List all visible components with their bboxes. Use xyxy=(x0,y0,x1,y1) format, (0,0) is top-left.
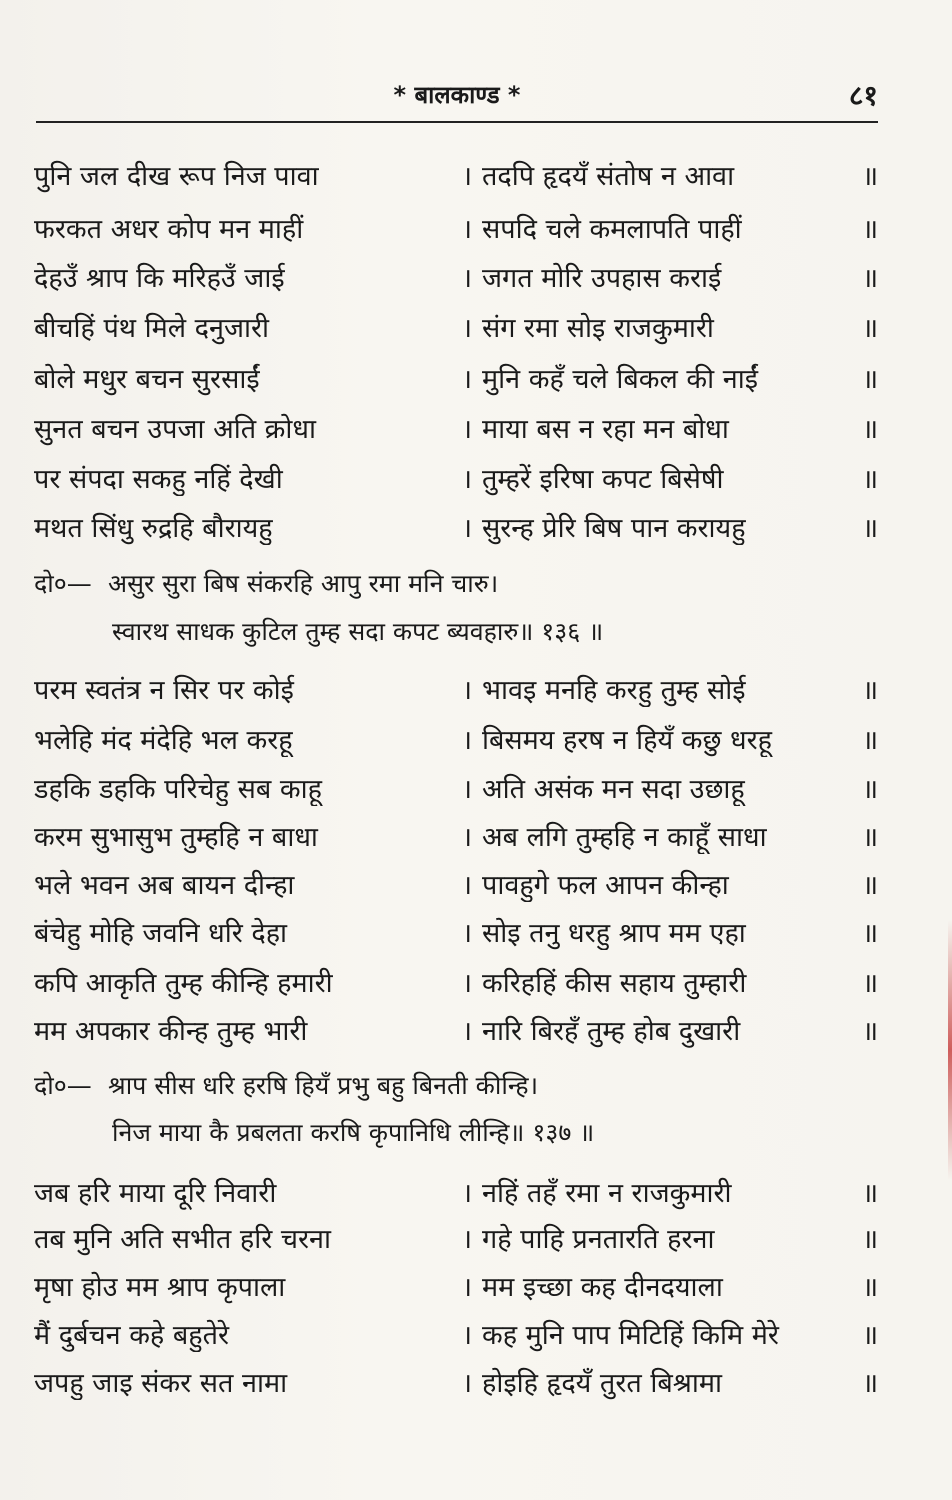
verse-second-half: पावहुगे फल आपन कीन्हा xyxy=(482,869,729,901)
double-danda: ॥ xyxy=(862,1177,879,1209)
verse-first-half: देहउँ श्राप कि मरिहउँ जाई xyxy=(34,262,285,294)
verse-first-half: पुनि जल दीख रूप निज पावा xyxy=(34,160,319,192)
danda: । xyxy=(461,160,473,192)
double-danda: ॥ xyxy=(862,1319,879,1351)
doha-text: श्राप सीस धरि हरषि हियँ प्रभु बहु बिनती कीन्हि। xyxy=(108,1071,539,1100)
verse-second-half: संग रमा सोइ राजकुमारी xyxy=(482,312,714,344)
double-danda: ॥ xyxy=(862,821,879,853)
double-danda: ॥ xyxy=(862,724,879,756)
verse-second-half: बिसमय हरष न हियँ कछु धरहू xyxy=(482,724,772,756)
verse-first-half: परम स्वतंत्र न सिर पर कोई xyxy=(34,674,294,706)
verse-second-half: गहे पाहि प्रनतारति हरना xyxy=(482,1223,715,1255)
verse-line xyxy=(34,303,879,349)
verse-line xyxy=(34,1006,879,1052)
chapter-title: * बालकाण्ड * xyxy=(393,81,521,109)
danda: । xyxy=(461,773,473,805)
verse-second-half: मम इच्छा कह दीनदयाला xyxy=(482,1271,723,1303)
danda: । xyxy=(461,724,473,756)
verse-second-half: नारि बिरहँ तुम्ह होब दुखारी xyxy=(482,1015,741,1047)
verse-first-half: कपि आकृति तुम्ह कीन्हि हमारी xyxy=(34,967,333,999)
danda: । xyxy=(461,821,473,853)
doha-label: दो०— xyxy=(34,569,92,598)
verse-line xyxy=(34,1358,879,1404)
danda: । xyxy=(461,917,473,949)
double-danda: ॥ xyxy=(862,1015,879,1047)
danda: । xyxy=(461,869,473,901)
verse-line xyxy=(34,1168,879,1214)
danda: । xyxy=(461,363,473,395)
verse-second-half: सुरन्ह प्रेरि बिष पान करायहु xyxy=(482,512,746,544)
verse-second-half: सपदि चले कमलापति पाहीं xyxy=(482,213,742,245)
header-rule xyxy=(36,121,878,123)
verse-first-half: करम सुभासुभ तुम्हहि न बाधा xyxy=(34,821,318,853)
page-header xyxy=(36,76,878,120)
doha-text: असुर सुरा बिष संकरहि आपु रमा मनि चारु। xyxy=(108,569,499,598)
verse-second-half: तुम्हरें इरिषा कपट बिसेषी xyxy=(482,463,724,495)
verse-second-half: जगत मोरि उपहास कराई xyxy=(482,262,722,294)
double-danda: ॥ xyxy=(862,1223,879,1255)
verse-second-half: अब लगि तुम्हहि न काहूँ साधा xyxy=(482,821,767,853)
verse-line xyxy=(34,404,879,450)
verse-first-half: मृषा होउ मम श्राप कृपाला xyxy=(34,1271,286,1303)
double-danda: ॥ xyxy=(862,1367,879,1399)
verse-second-half: नहिं तहँ रमा न राजकुमारी xyxy=(482,1177,732,1209)
double-danda: ॥ xyxy=(862,262,879,294)
verse-second-half: अति असंक मन सदा उछाहू xyxy=(482,773,745,805)
verse-line xyxy=(34,454,879,500)
danda: । xyxy=(461,1319,473,1351)
double-danda: ॥ xyxy=(862,463,879,495)
verse-first-half: पर संपदा सकहु नहिं देखी xyxy=(34,463,283,495)
doha-text: निज माया कै प्रबलता करषि कृपानिधि लीन्हि॥ १३७ ॥ xyxy=(112,1118,595,1147)
verse-first-half: फरकत अधर कोप मन माहीं xyxy=(34,213,304,245)
doha-line xyxy=(34,1064,872,1106)
verse-line xyxy=(34,908,879,954)
double-danda: ॥ xyxy=(862,674,879,706)
verse-first-half: जब हरि माया दूरि निवारी xyxy=(34,1177,277,1209)
verse-first-half: मथत सिंधु रुद्रहि बौरायहु xyxy=(34,512,273,544)
danda: । xyxy=(461,312,473,344)
danda: । xyxy=(461,1367,473,1399)
danda: । xyxy=(461,1223,473,1255)
double-danda: ॥ xyxy=(862,967,879,999)
doha-text: स्वारथ साधक कुटिल तुम्ह सदा कपट ब्यवहारु॥ १३६ ॥ xyxy=(112,617,604,646)
doha-line xyxy=(34,1111,950,1153)
verse-line xyxy=(34,665,879,711)
verse-first-half: बंचेहु मोहि जवनि धरि देहा xyxy=(34,917,288,949)
danda: । xyxy=(461,967,473,999)
double-danda: ॥ xyxy=(862,1271,879,1303)
verse-second-half: मुनि कहँ चले बिकल की नाईं xyxy=(482,363,758,395)
double-danda: ॥ xyxy=(862,917,879,949)
verse-line xyxy=(34,764,879,810)
danda: । xyxy=(461,1015,473,1047)
verse-first-half: बीचहिं पंथ मिले दनुजारी xyxy=(34,312,270,344)
verse-first-half: भले भवन अब बायन दीन्हा xyxy=(34,869,295,901)
verse-line xyxy=(34,503,879,549)
verse-line xyxy=(34,860,879,906)
page-number: ८१ xyxy=(848,79,878,112)
verse-line xyxy=(34,204,879,250)
danda: । xyxy=(461,1177,473,1209)
danda: । xyxy=(461,262,473,294)
double-danda: ॥ xyxy=(862,312,879,344)
verse-first-half: तब मुनि अति सभीत हरि चरना xyxy=(34,1223,332,1255)
danda: । xyxy=(461,413,473,445)
double-danda: ॥ xyxy=(862,160,879,192)
verse-second-half: तदपि हृदयँ संतोष न आवा xyxy=(482,160,735,192)
verse-first-half: जपहु जाइ संकर सत नामा xyxy=(34,1367,288,1399)
verse-first-half: मैं दुर्बचन कहे बहुतेरे xyxy=(34,1319,230,1351)
doha-line xyxy=(34,562,872,604)
doha-label: दो०— xyxy=(34,1071,92,1100)
verse-line xyxy=(34,958,879,1004)
verse-second-half: करिहहिं कीस सहाय तुम्हारी xyxy=(482,967,747,999)
double-danda: ॥ xyxy=(862,413,879,445)
double-danda: ॥ xyxy=(862,363,879,395)
verse-line xyxy=(34,253,879,299)
danda: । xyxy=(461,674,473,706)
verse-second-half: भावइ मनहि करहु तुम्ह सोई xyxy=(482,674,746,706)
verse-line xyxy=(34,354,879,400)
verse-second-half: होइहि हृदयँ तुरत बिश्रामा xyxy=(482,1367,722,1399)
double-danda: ॥ xyxy=(862,869,879,901)
verse-first-half: मम अपकार कीन्ह तुम्ह भारी xyxy=(34,1015,308,1047)
verse-second-half: कह मुनि पाप मिटिहिं किमि मेरे xyxy=(482,1319,779,1351)
verse-second-half: सोइ तनु धरहु श्राप मम एहा xyxy=(482,917,746,949)
double-danda: ॥ xyxy=(862,773,879,805)
page-edge-stain xyxy=(948,920,952,1180)
danda: । xyxy=(461,213,473,245)
verse-first-half: बोले मधुर बचन सुरसाईं xyxy=(34,363,260,395)
doha-line xyxy=(34,610,950,652)
verse-line xyxy=(34,812,879,858)
double-danda: ॥ xyxy=(862,213,879,245)
verse-line xyxy=(34,151,879,197)
verse-line xyxy=(34,715,879,761)
danda: । xyxy=(461,1271,473,1303)
verse-line xyxy=(34,1214,879,1260)
verse-first-half: डहकि डहकि परिचेहु सब काहू xyxy=(34,773,322,805)
danda: । xyxy=(461,463,473,495)
verse-first-half: भलेहि मंद मंदेहि भल करहू xyxy=(34,724,293,756)
double-danda: ॥ xyxy=(862,512,879,544)
danda: । xyxy=(461,512,473,544)
verse-second-half: माया बस न रहा मन बोधा xyxy=(482,413,729,445)
verse-line xyxy=(34,1310,879,1356)
verse-line xyxy=(34,1262,879,1308)
verse-first-half: सुनत बचन उपजा अति क्रोधा xyxy=(34,413,317,445)
